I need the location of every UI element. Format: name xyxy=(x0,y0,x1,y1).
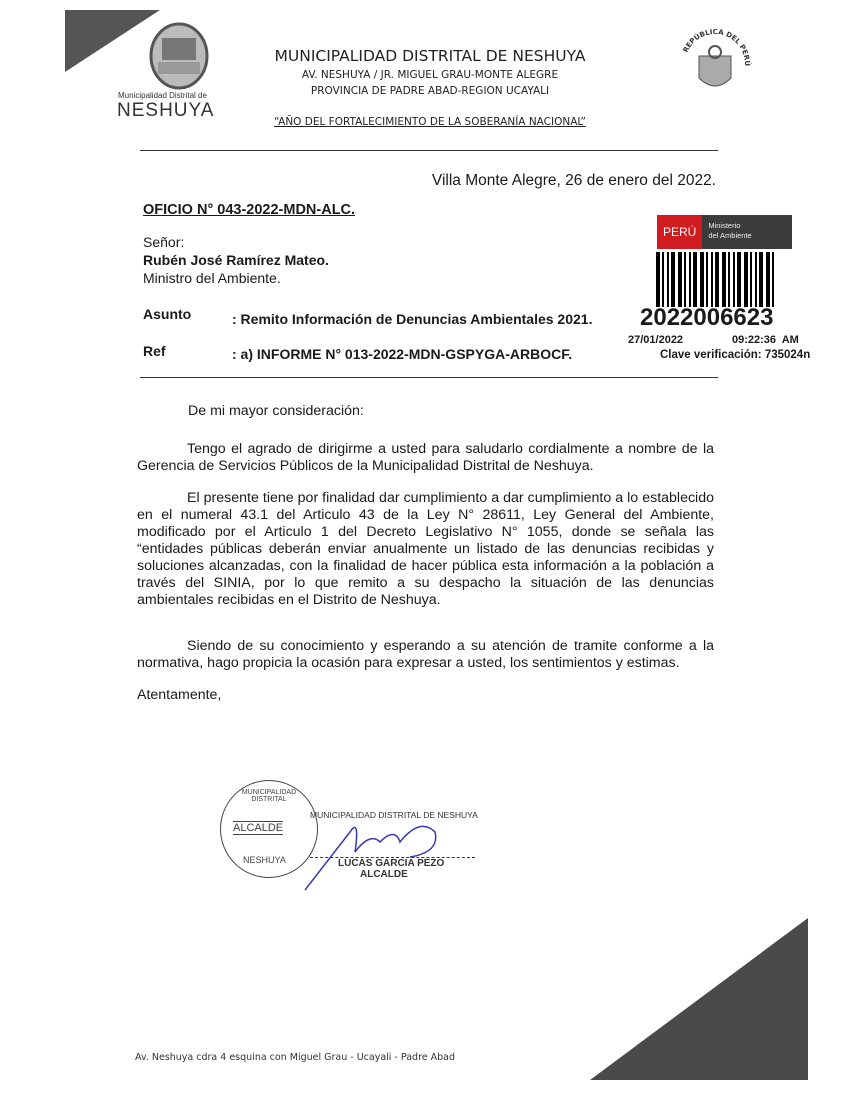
org-address-2: PROVINCIA DE PADRE ABAD-REGION UCAYALI xyxy=(310,85,550,97)
greeting: De mi mayor consideración: xyxy=(188,403,364,419)
seal-top-text: MUNICIPALIDAD DISTRITAL xyxy=(241,789,297,803)
oficio-number: OFICIO N° 043-2022-MDN-ALC. xyxy=(143,202,356,218)
paragraph-3: Siendo de su conocimiento y esperando a su atención de tramite conforme a la normativa, hago propicia la ocasión para expresar a usted, los sentimientos y estimas. xyxy=(137,638,714,671)
registry-number: 2022006623 xyxy=(640,304,774,331)
recipient-name: Rubén José Ramírez Mateo. xyxy=(143,252,329,268)
peru-label: PERÚ xyxy=(657,215,702,249)
barcode xyxy=(656,252,774,307)
place-date: Villa Monte Alegre, 26 de enero del 2022. xyxy=(431,172,716,189)
paragraph-2: El presente tiene por finalidad dar cumplimiento a dar cumplimiento a lo establecido en el numeral 43.1 del Articulo 43 de la Ley N° 28611, Ley General del Ambiente, modificado por el Articulo 1 del Decreto Legislativo N° 1055, donde se señala las “entidades públicas deberán enviar anualmente un listado de las denuncias recibidas y soluciones alcanzadas, con la finalidad de hacer pública esta información a la población a través del SINIA, por lo que remito a su despacho la situación de las denuncias ambientales recibidas en el Distrito de Neshuya. xyxy=(137,490,714,608)
recipient-position: Ministro del Ambiente. xyxy=(143,270,281,286)
logo-caption-small: Municipalidad Distrital de xyxy=(118,91,207,100)
ministry-badge xyxy=(657,215,792,249)
recipient-salutation: Señor: xyxy=(143,234,185,250)
org-title: MUNICIPALIDAD DISTRITAL DE NESHUYA xyxy=(274,47,586,65)
asunto-label: Asunto xyxy=(143,306,192,322)
signer-name: LUCAS GARCIA PEZO xyxy=(338,858,445,869)
asunto-text: : Remito Información de Denuncias Ambientales 2021. xyxy=(232,311,593,327)
header-divider xyxy=(140,150,718,151)
ref-label: Ref xyxy=(143,343,166,359)
seal-bottom-text: NESHUYA xyxy=(243,855,286,865)
seal-center-text: ALCALDE xyxy=(233,822,284,834)
ministry-line-2: del Ambiente xyxy=(708,231,752,240)
handwritten-signature xyxy=(300,812,450,892)
ref-text: : a) INFORME N° 013-2022-MDN-GSPYGA-ARBOCF. xyxy=(232,346,573,362)
closing: Atentamente, xyxy=(137,687,222,703)
registry-stamp xyxy=(620,210,850,370)
footer-address: Av. Neshuya cdra 4 esquina con Miguel Grau - Ucayali - Padre Abad xyxy=(135,1052,456,1063)
municipal-logo-icon xyxy=(140,18,218,90)
year-motto: “AÑO DEL FORTALECIMIENTO DE LA SOBERANÍA NACIONAL” xyxy=(274,116,586,128)
registry-date: 27/01/2022 xyxy=(628,334,684,346)
signature-org: MUNICIPALIDAD DISTRITAL DE NESHUYA xyxy=(310,810,478,820)
org-address-1: AV. NESHUYA / JR. MIGUEL GRAU-MONTE ALEGRE xyxy=(301,69,559,81)
registry-time: 09:22:36 AM xyxy=(732,334,799,346)
ministry-line-1: Ministerio xyxy=(708,221,741,230)
scan-corner-bottom xyxy=(590,918,808,1080)
signer-title: ALCALDE xyxy=(360,869,408,880)
paragraph-1: Tengo el agrado de dirigirme a usted para saludarlo cordialmente a nombre de la Gerencia de Servicios Públicos de la Municipalidad Distrital de Neshuya. xyxy=(137,441,714,474)
svg-text:REPÚBLICA DEL PERÚ: REPÚBLICA DEL PERÚ xyxy=(681,27,752,67)
verification-key: Clave verificación: 735024n xyxy=(660,349,811,361)
ref-divider xyxy=(140,377,718,378)
logo-caption-big: NESHUYA xyxy=(117,100,215,121)
coat-of-arms-icon xyxy=(675,26,755,106)
